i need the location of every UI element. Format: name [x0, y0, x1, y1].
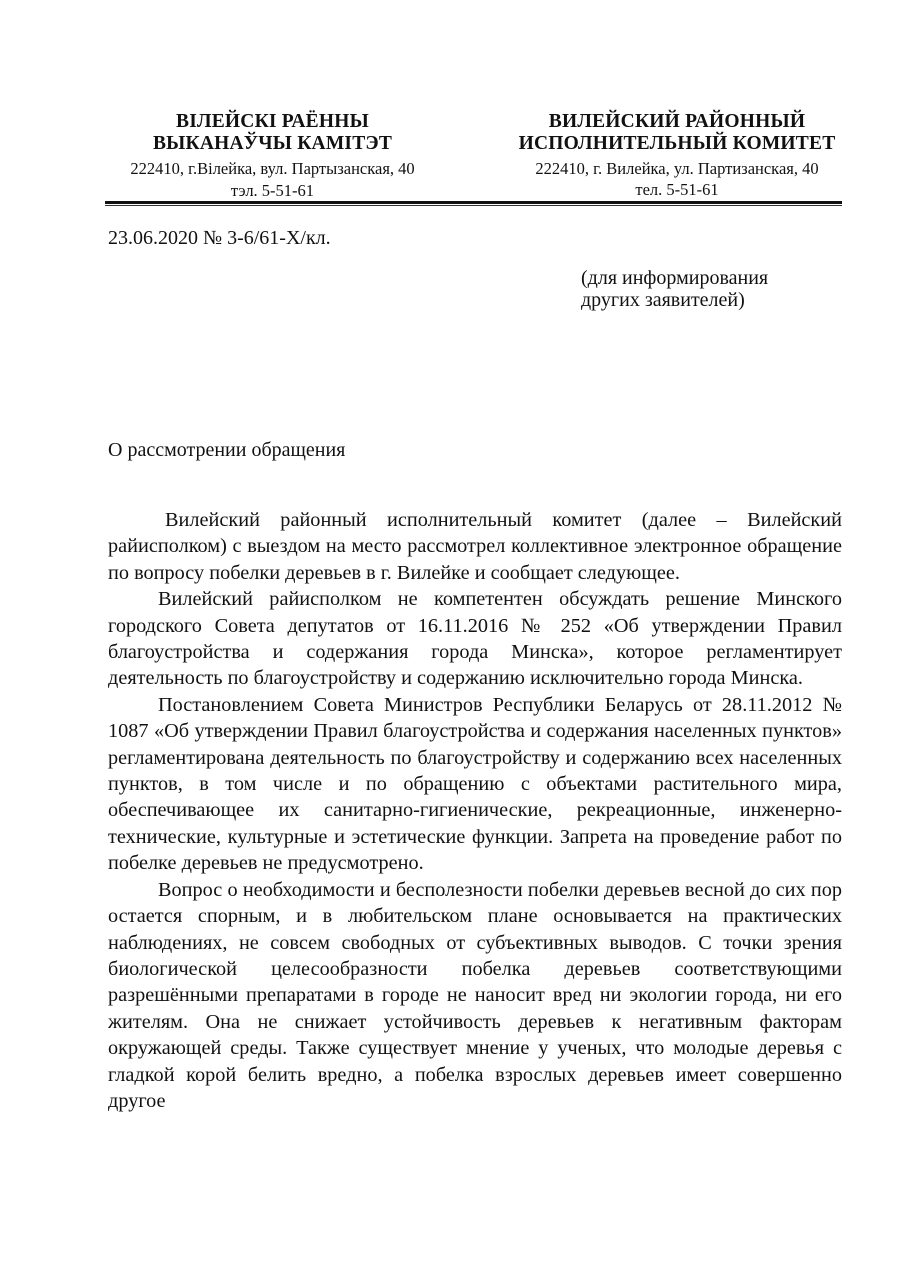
- letter-body: [108, 507, 842, 1114]
- addressee-block: [581, 267, 768, 311]
- letterhead-divider-thick: [105, 201, 842, 204]
- body-paragraph: Вопрос о необходимости и бесполезности побелки деревьев весной до сих пор остается спорным, и в любительском плане основывается на практических наблюдениях, не совсем свободных от субъективных выводов. С точки зрения биологической целесообразности побелка деревьев соответствующими разрешёнными препаратами в городе не наносит вред ни экологии города, ни его жителям. Она не снижает устойчивость деревьев к негативным факторам окружающей среды. Также существует мнение у ученых, что молодые деревья с гладкой корой белить вредно, а побелка взрослых деревьев имеет совершенно другое: [108, 878, 842, 1112]
- org-name-line1: ВИЛЕЙСКИЙ РАЙОННЫЙ: [548, 111, 806, 132]
- org-address: 222410, г. Вилейка, ул. Партизанская, 40: [535, 159, 819, 178]
- addressee-line1: (для информирования: [581, 267, 769, 289]
- org-name-line2: ВЫКАНАЎЧЫ КАМІТЭТ: [152, 133, 393, 154]
- document-reference: 23.06.2020 № 3-6/61-Х/кл.: [108, 227, 331, 249]
- org-phone: тел. 5-51-61: [635, 180, 719, 199]
- letterhead-divider-thin: [105, 205, 842, 206]
- letter-subject: О рассмотрении обращения: [108, 439, 346, 461]
- letterhead-belarusian: [100, 111, 445, 201]
- addressee-line2: других заявителей): [581, 289, 745, 311]
- org-address: 222410, г.Вілейка, вул. Партызанская, 40: [130, 159, 415, 178]
- body-paragraph: Вилейский райисполком не компетентен обсуждать решение Минского городского Совета депутатов от 16.11.2016 № 252 «Об утверждении Правил благоустройства и содержания города Минска», которое регламентирует деятельность по благоустройству и содержанию исключительно города Минска.: [108, 588, 842, 690]
- body-paragraph: Вилейский районный исполнительный комитет (далее – Вилейский райисполком) с выездом на место рассмотрел коллективное электронное обращение по вопросу побелки деревьев в г. Вилейке и сообщает следующее.: [108, 509, 842, 584]
- org-name-line2: ИСПОЛНИТЕЛЬНЫЙ КОМИТЕТ: [518, 133, 836, 154]
- body-paragraph: Постановлением Совета Министров Республики Беларусь от 28.11.2012 № 1087 «Об утверждении Правил благоустройства и содержания населенных пунктов» регламентирована деятельность по благоустройству и содержанию всех населенных пунктов, в том числе и по обращению с объектами растительного мира, обеспечивающее их санитарно-гигиенические, рекреационные, инженерно-технические, культурные и эстетические функции. Запрета на проведение работ по побелке деревьев не предусмотрено.: [108, 693, 842, 875]
- letterhead-russian: [512, 111, 842, 200]
- org-name-line1: ВІЛЕЙСКІ РАЁННЫ: [176, 111, 369, 132]
- org-phone: тэл. 5-51-61: [230, 181, 315, 200]
